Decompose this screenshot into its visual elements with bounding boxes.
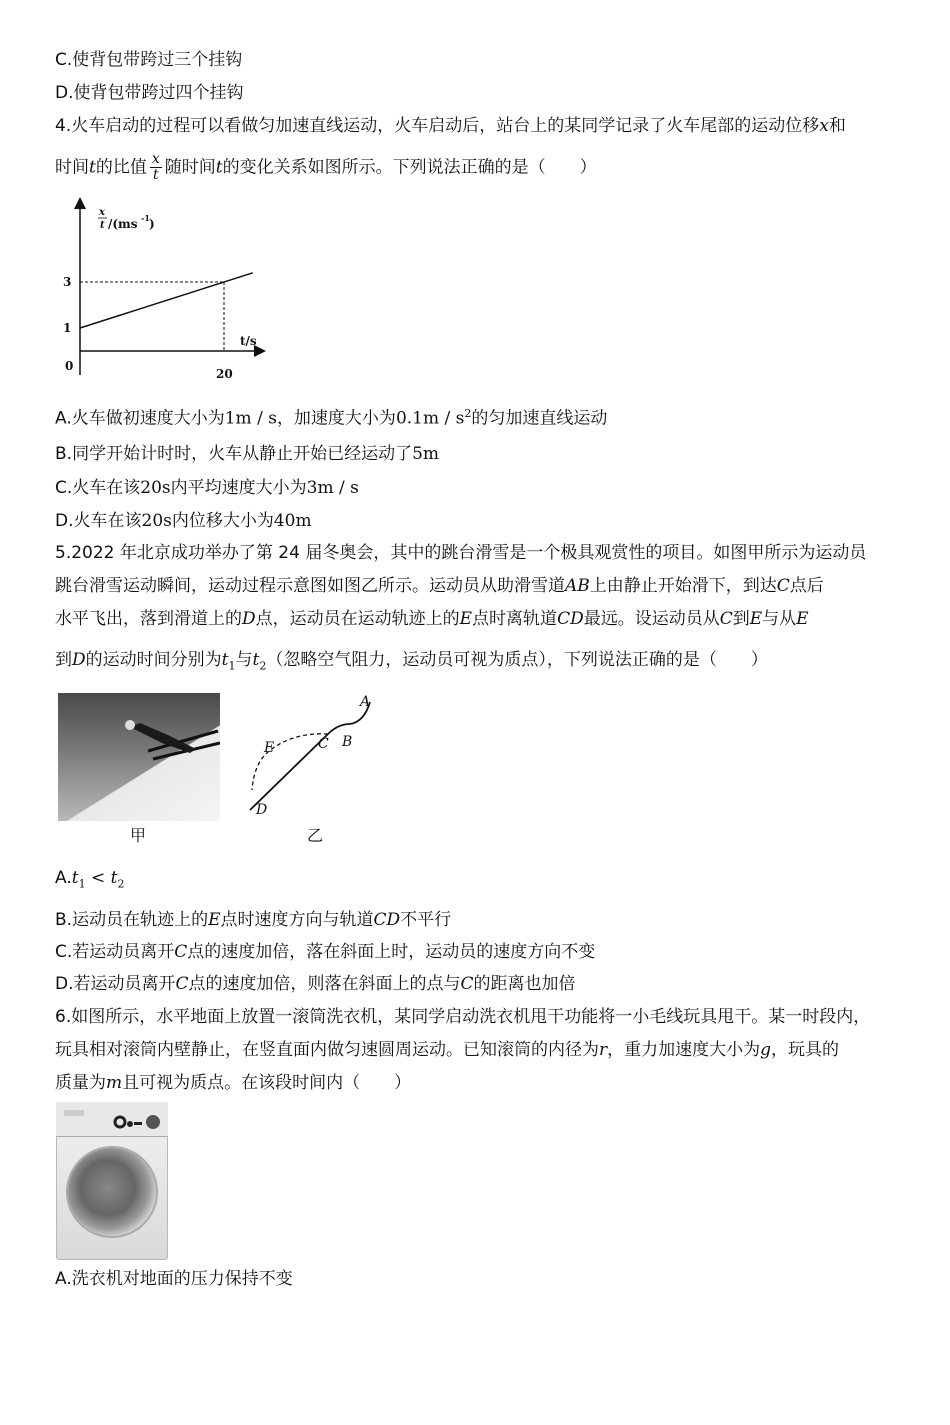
y-tick-label-1: 1 [63, 321, 72, 335]
option-a-q6: A.洗衣机对地面的压力保持不变 [55, 1269, 293, 1289]
figure-label-yi: 乙 [307, 826, 324, 845]
y-label-unit: /(ms [108, 217, 138, 231]
trajectory-diagram [232, 690, 382, 820]
y-label-den: t [100, 220, 105, 231]
point-e-label: E [264, 740, 275, 756]
data-line [80, 273, 253, 328]
question-6-stem-3: 质量为m且可视为质点。在该段时间内（ ） [55, 1073, 412, 1093]
x-tick-label-20: 20 [216, 367, 233, 381]
figure-label-jia: 甲 [130, 826, 147, 845]
point-d-label: D [256, 802, 268, 818]
control-panel [56, 1102, 168, 1137]
track-cd-ab [250, 702, 370, 810]
point-a-label: A [360, 694, 371, 710]
option-c-q5: C.若运动员离开C点的速度加倍，落在斜面上时，运动员的速度方向不变 [55, 942, 596, 962]
option-b-q5: B.运动员在轨迹上的E点时速度方向与轨道CD不平行 [55, 910, 452, 930]
x-over-t-fraction: $\frac{x}{t}$ [151, 151, 160, 183]
question-6-stem-2: 玩具相对滚筒内壁静止，在竖直面内做匀速圆周运动。已知滚筒的内径为r，重力加速度大小为g，玩具的 [55, 1040, 840, 1060]
question-4-stem: 4.火车启动的过程可以看做匀加速直线运动，火车启动后，站台上的某同学记录了火车尾部的运动位移x和 [55, 116, 846, 136]
drum-door [68, 1148, 156, 1236]
ski-jumper-silhouette [58, 693, 220, 821]
question-5-stem-2: 跳台滑雪运动瞬间，运动过程示意图如图乙所示。运动员从助滑雪道AB上由静止开始滑下，到达C点后 [55, 576, 824, 596]
option-b-q4: B.同学开始计时时，火车从静止开始已经运动了5m [55, 444, 440, 464]
option-a-q5: $A.t_1 < t_2$ [55, 868, 125, 891]
question-5-stem-4: 到D的运动时间分别为$t_1$与$t_2$（忽略空气阻力，运动员可视为质点），下列说法正确的是（ ） [55, 650, 768, 673]
y-label-exp: -1 [141, 213, 150, 223]
option-d-q3: D.使背包带跨过四个挂钩 [55, 83, 244, 103]
y-tick-label-3: 3 [63, 275, 72, 289]
x-label: t/s [240, 334, 257, 348]
point-c-label: C [318, 736, 329, 752]
question-5-stem: 5.2022 年北京成功举办了第 24 届冬奥会，其中的跳台滑雪是一个极具观赏性的项目。如图甲所示为运动员 [55, 543, 867, 563]
option-d-q5: D.若运动员离开C点的速度加倍，则落在斜面上的点与C的距离也加倍 [55, 974, 576, 994]
y-label-num: x [99, 207, 105, 218]
velocity-time-chart [55, 195, 275, 390]
option-c-q3: C.使背包带跨过三个挂钩 [55, 50, 243, 70]
question-4-stem-2: 时间t的比值 $\frac{x}{t}$ 随时间t的变化关系如图所示。下列说法正确的是（ ） [55, 151, 597, 183]
origin-label: 0 [65, 359, 74, 373]
question-5-stem-3: 水平飞出，落到滑道上的D点，运动员在运动轨迹上的E点时离轨道CD最远。设运动员从C到E与从E [55, 609, 809, 629]
option-c-q4: C.火车在该20s内平均速度大小为3m / s [55, 478, 359, 498]
ski-jump-photo [58, 693, 220, 821]
question-6-stem: 6.如图所示，水平地面上放置一滚筒洗衣机，某同学启动洗衣机甩干功能将一小毛线玩具甩干。某一时段内， [55, 1007, 871, 1027]
option-a-q4: A.火车做初速度大小为1m / s，加速度大小为$0.1m / s^2$的匀加速直线运动 [55, 407, 608, 429]
washing-machine-image [56, 1102, 168, 1260]
y-label-close: ) [149, 217, 155, 231]
option-d-q4: D.火车在该20s内位移大小为40m [55, 511, 312, 531]
point-b-label: B [342, 734, 353, 750]
